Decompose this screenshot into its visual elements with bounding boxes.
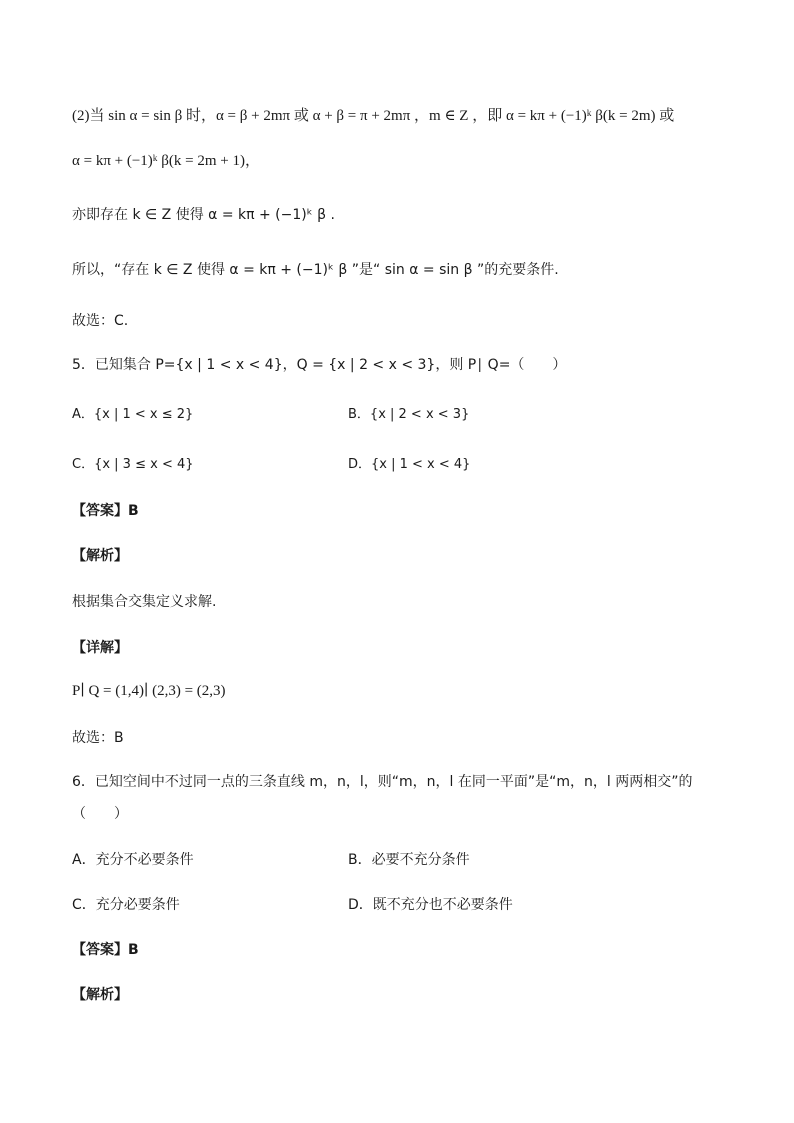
question-6-option-a: A．充分不必要条件 <box>72 852 194 868</box>
solution-line-case-2: (2)当 sin α = sin β 时，α = β + 2mπ 或 α + β = π + 2mπ ，m ∈ Z ，即 α = kπ + (−1)ᵏ β(k = 2m) 或 <box>72 108 675 124</box>
question-5-option-c: C．{x | 3 ≤ x < 4} <box>72 457 194 472</box>
question-5: 5．已知集合 P={x | 1 < x < 4}，Q = {x | 2 < x < 3}，则 P∣ Q=（ ） <box>72 357 567 373</box>
question-5-option-d: D．{x | 1 < x < 4} <box>348 457 471 472</box>
question-5-analysis: 根据集合交集定义求解. <box>72 594 217 610</box>
question-6-paren: （ ） <box>72 806 128 822</box>
question-5-choice: 故选：B <box>72 730 124 746</box>
question-5-analysis-heading: 【解析】 <box>72 548 128 564</box>
solution-choice-c: 故选：C. <box>72 313 129 329</box>
question-6-option-c: C．充分必要条件 <box>72 897 180 913</box>
question-5-option-a: A．{x | 1 < x ≤ 2} <box>72 407 194 422</box>
question-6-analysis-heading: 【解析】 <box>72 987 128 1003</box>
question-6: 6．已知空间中不过同一点的三条直线 m，n，l，则“m，n，l 在同一平面”是“m，n，l 两两相交”的 <box>72 774 693 790</box>
question-6-answer: 【答案】B <box>72 942 139 958</box>
question-5-detail-heading: 【详解】 <box>72 640 128 656</box>
question-5-detail: P∣ Q = (1,4)∣ (2,3) = (2,3) <box>72 683 226 699</box>
question-6-option-d: D．既不充分也不必要条件 <box>348 897 513 913</box>
question-5-option-b: B．{x | 2 < x < 3} <box>348 407 470 422</box>
solution-line-exists: 亦即存在 k ∈ Z 使得 α = kπ + (−1)ᵏ β . <box>72 207 335 223</box>
solution-line-conclusion: 所以，“存在 k ∈ Z 使得 α = kπ + (−1)ᵏ β ”是“ sin α = sin β ”的充要条件. <box>72 262 559 278</box>
question-6-option-b: B．必要不充分条件 <box>348 852 470 868</box>
question-5-answer: 【答案】B <box>72 503 139 519</box>
solution-line-case-2-cont: α = kπ + (−1)ᵏ β(k = 2m + 1)， <box>72 153 260 169</box>
